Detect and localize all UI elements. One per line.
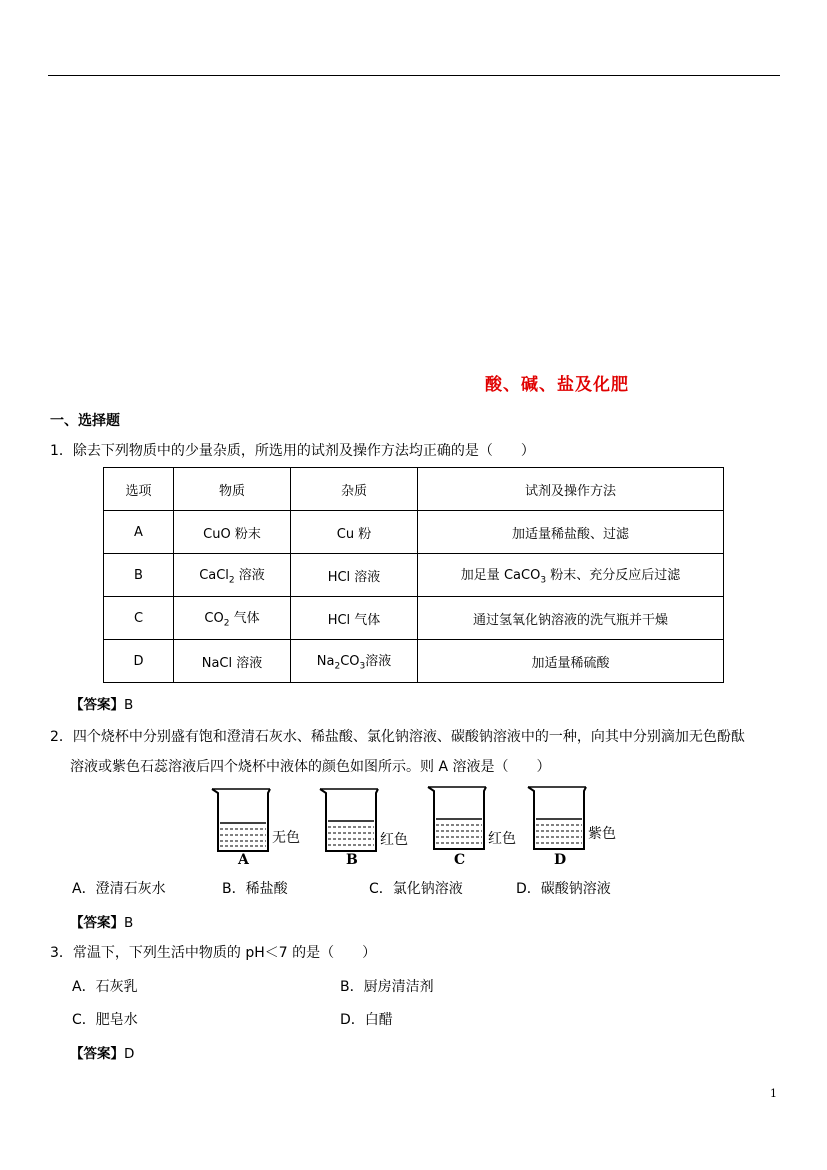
table-cell: $CO_2$ 气体 <box>174 597 291 640</box>
options-table <box>103 467 724 683</box>
beaker-d <box>526 785 656 870</box>
beaker-c-icon <box>426 785 488 855</box>
beaker-color-label: 红色 <box>380 832 408 848</box>
document-title: 酸、碱、盐及化肥 <box>485 375 629 395</box>
beaker-color-label: 红色 <box>488 831 516 847</box>
beaker-a-icon <box>210 785 272 855</box>
page-number: 1 <box>770 1087 777 1100</box>
beaker-letter: B <box>346 852 358 868</box>
q2-choice-d: D．碳酸钠溶液 <box>516 881 611 897</box>
table-cell: 加足量 CaCO$_3$ 粉末、充分反应后过滤 <box>418 554 724 597</box>
beaker-letter: A <box>238 852 249 868</box>
table-cell: $Na_2CO_3$溶液 <box>291 640 418 683</box>
beaker-color-label: 紫色 <box>588 826 616 842</box>
beaker-letter: D <box>554 852 567 868</box>
table-cell: HCl 气体 <box>291 597 418 640</box>
table-header-row <box>104 468 724 511</box>
table-cell: 加适量稀硫酸 <box>418 640 724 683</box>
beaker-d-icon <box>526 785 588 855</box>
header-rule <box>48 75 780 76</box>
question-1-text: 1．除去下列物质中的少量杂质，所选用的试剂及操作方法均正确的是（ ） <box>50 443 535 459</box>
table-cell: Cu 粉 <box>291 511 418 554</box>
table-row <box>104 597 724 640</box>
table-row <box>104 511 724 554</box>
table-row <box>104 554 724 597</box>
section-heading: 一、选择题 <box>50 413 120 429</box>
table-cell: CaCl$_2$ 溶液 <box>174 554 291 597</box>
question-3-text: 3．常温下，下列生活中物质的 pH＜7 的是（ ） <box>50 945 377 961</box>
answer-2: 【答案】B <box>70 915 134 931</box>
answer-1: 【答案】B <box>70 697 134 713</box>
table-row <box>104 640 724 683</box>
table-cell: C <box>104 597 174 640</box>
table-header-cell: 选项 <box>104 468 174 511</box>
table-cell: 通过氢氧化钠溶液的洗气瓶并干燥 <box>418 597 724 640</box>
beaker-b-icon <box>318 785 380 855</box>
beakers-figure <box>210 785 630 870</box>
q3-choice-d: D．白醋 <box>340 1012 393 1028</box>
q3-choice-a: A．石灰乳 <box>72 979 138 995</box>
table-header-cell: 物质 <box>174 468 291 511</box>
table-cell: HCl 溶液 <box>291 554 418 597</box>
q2-choice-a: A．澄清石灰水 <box>72 881 166 897</box>
table-header-cell: 试剂及操作方法 <box>418 468 724 511</box>
question-2-line-1: 2．四个烧杯中分别盛有饱和澄清石灰水、稀盐酸、氯化钠溶液、碳酸钠溶液中的一种，向其中分别滴加无色酚酞 <box>50 729 745 745</box>
beaker-color-label: 无色 <box>272 830 300 846</box>
table-cell: NaCl 溶液 <box>174 640 291 683</box>
table-header-cell: 杂质 <box>291 468 418 511</box>
table-cell: 加适量稀盐酸、过滤 <box>418 511 724 554</box>
q2-choice-c: C．氯化钠溶液 <box>369 881 463 897</box>
q3-choice-b: B．厨房清洁剂 <box>340 979 434 995</box>
beaker-letter: C <box>454 852 466 868</box>
q2-choice-b: B．稀盐酸 <box>222 881 288 897</box>
table-cell: A <box>104 511 174 554</box>
table-cell: D <box>104 640 174 683</box>
question-2-line-2: 溶液或紫色石蕊溶液后四个烧杯中液体的颜色如图所示。则 A 溶液是（ ） <box>70 759 551 775</box>
table-cell: CuO 粉末 <box>174 511 291 554</box>
answer-3: 【答案】D <box>70 1046 135 1062</box>
q3-choice-c: C．肥皂水 <box>72 1012 138 1028</box>
table-cell: B <box>104 554 174 597</box>
